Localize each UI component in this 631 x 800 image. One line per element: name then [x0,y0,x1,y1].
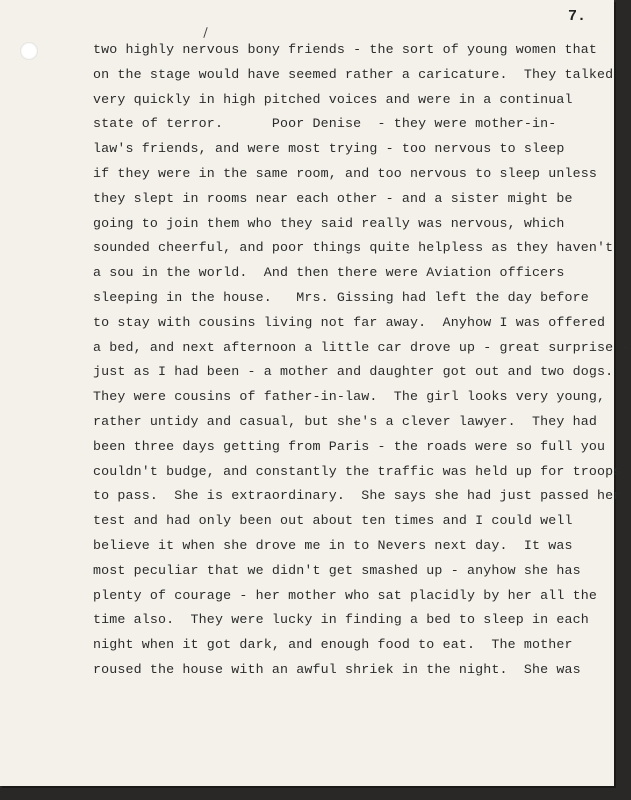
text-line: couldn't budge, and constantly the traffic was held up for troops [93,463,622,479]
text-line: on the stage would have seemed rather a caricature. They talked [93,66,614,82]
text-line: They were cousins of father-in-law. The girl looks very young, [93,389,606,405]
page-number: 7. [568,8,587,25]
pen-mark [203,27,207,38]
text-line: roused the house with an awful shriek in the night. She was [93,661,581,677]
text-line: sleeping in the house. Mrs. Gissing had left the day before [93,289,589,305]
text-line: just as I had been - a mother and daughter got out and two dogs. [93,364,614,380]
text-line: most peculiar that we didn't get smashed up - anyhow she has [93,562,581,578]
text-line: they slept in rooms near each other - and a sister might be [93,190,573,206]
text-line: if they were in the same room, and too nervous to sleep unless [93,165,598,181]
text-line: a sou in the world. And then there were Aviation officers [93,265,565,281]
text-line: two highly nervous bony friends - the sort of young women that [93,42,598,57]
text-line: sounded cheerful, and poor things quite helpless as they haven't [93,240,614,256]
text-line: very quickly in high pitched voices and were in a continual [93,91,573,107]
text-line: rather untidy and casual, but she's a clever lawyer. They had [93,413,598,429]
text-line: time also. They were lucky in finding a bed to sleep in each [93,612,589,628]
text-line: state of terror. Poor Denise - they were mother-in- [93,116,557,132]
body-text [93,38,630,683]
text-line: believe it when she drove me in to Nevers next day. It was [93,537,573,553]
text-line: to stay with cousins living not far away. Anyhow I was offered [93,314,606,330]
text-line: test and had only been out about ten times and I could well [93,513,573,529]
text-line: night when it got dark, and enough food to eat. The mother [93,637,573,653]
text-line: plenty of courage - her mother who sat placidly by her all the [93,587,598,603]
text-line: law's friends, and were most trying - too nervous to sleep [93,141,565,157]
text-line: going to join them who they said really was nervous, which [93,215,565,231]
punch-hole [20,42,38,60]
text-line: been three days getting from Paris - the roads were so full you [93,438,606,454]
text-line: to pass. She is extraordinary. She says she had just passed her [93,488,622,504]
text-line: a bed, and next afternoon a little car drove up - great surprise - [93,339,630,355]
